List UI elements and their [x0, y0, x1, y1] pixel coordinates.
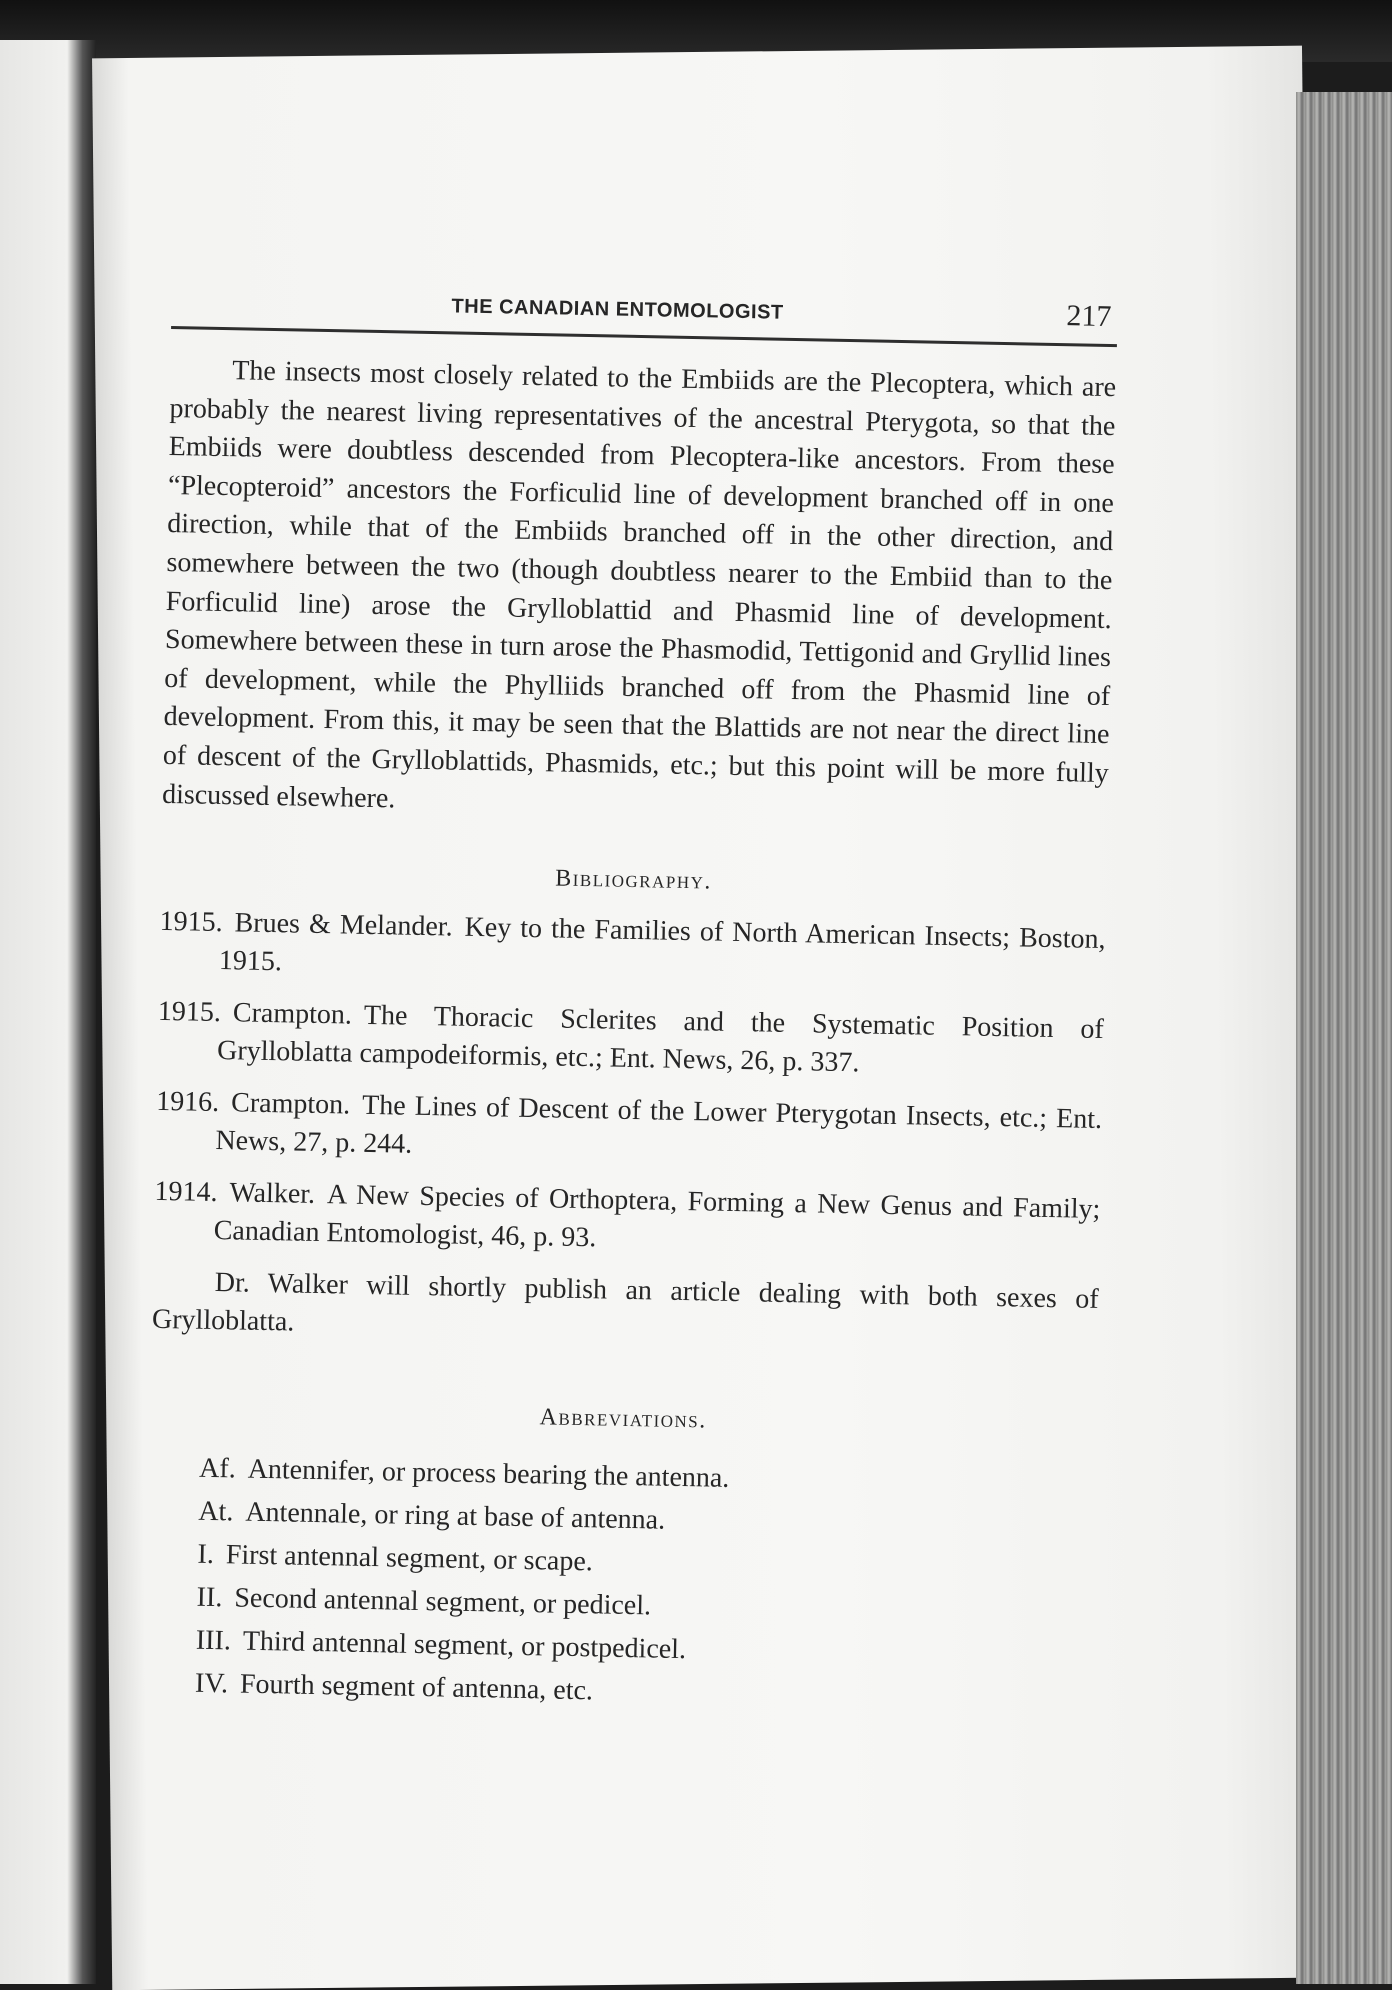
page-number: 217: [1066, 299, 1112, 334]
abbreviation-meaning: Antennifer, or process bearing the antenna.: [247, 1453, 730, 1495]
abbreviation-meaning: Antennale, or ring at base of antenna.: [245, 1496, 666, 1536]
entry-author: Crampton.: [232, 997, 353, 1031]
entry-text: Key to the Families of North American Insects; Boston, 1915.: [218, 911, 1106, 978]
entry-year: 1916.: [155, 1085, 220, 1119]
entry-text: The Thoracic Sclerites and the Systematic Position of Grylloblatta campodeiformis, etc.; Ent. News, 26, p. 337.: [216, 999, 1105, 1079]
entry-year: 1915.: [159, 906, 223, 939]
facing-page-edge: [0, 40, 96, 1984]
body-paragraph: The insects most closely related to the Embiids are the Plecoptera, which are probably the nearest living representatives of the ancestral Pterygota, so that the Embiids were doubtless descended from Plecoptera-like ancestors. From these “Plecopteroid” ancestors the Forficulid line of development branched off in one direction, while that of the Embiids branched off in the other direction, and somewhere between the two (though doubtless nearer to the Embiid than to the Forficulid line) arose the Grylloblattid and Phasmid line of development. Somewhere between these in turn arose the Phasmodid, Tettigonid and Gryllid lines of development, while the Phylliids branched off from the Phasmid line of development. From this, it may be seen that the Blattids are not near the direct line of descent of the Grylloblattids, Phasmids, etc.; but this point will be more fully discussed elsewhere.: [161, 355, 1117, 814]
bibliography-heading: Bibliography.: [554, 865, 713, 895]
bibliography-entry: [153, 1173, 1100, 1267]
abbreviations-heading: Abbreviations.: [539, 1404, 708, 1434]
bibliography-entry: [155, 1083, 1102, 1177]
bibliography-entry: [159, 903, 1106, 997]
abbreviation-code: Af.: [198, 1452, 237, 1485]
bibliography-entry: [157, 993, 1104, 1087]
running-title: THE CANADIAN ENTOMOLOGIST: [451, 295, 784, 324]
entry-text: The Lines of Descent of the Lower Pterygotan Insects, etc.; Ent. News, 27, p. 244.: [215, 1089, 1103, 1160]
entry-author: Brues & Melander.: [234, 907, 453, 943]
abbreviation-meaning: Fourth segment of antenna, etc.: [239, 1668, 594, 1707]
abbreviation-meaning: First antennal segment, or scape.: [225, 1539, 594, 1578]
abbreviation-code: IV.: [194, 1667, 229, 1700]
abbreviation-code: I.: [197, 1538, 215, 1571]
entry-year: 1915.: [157, 995, 222, 1029]
abbreviation-meaning: Second antennal segment, or pedicel.: [234, 1582, 652, 1622]
entry-author: Crampton.: [230, 1087, 351, 1121]
abbreviation-meaning: Third antennal segment, or postpedicel.: [242, 1625, 687, 1666]
page-stack-edges: [1296, 92, 1392, 1984]
page-content: [145, 280, 1118, 1722]
entry-text: A New Species of Orthoptera, Forming a New Genus and Family; Canadian Entomologist, 46, p. 93.: [213, 1179, 1101, 1254]
bibliography-note: Dr. Walker will shortly publish an article dealing with both sexes of Grylloblatta.: [151, 1267, 1099, 1338]
abbreviation-code: III.: [195, 1624, 232, 1657]
entry-author: Walker.: [229, 1177, 316, 1211]
abbreviation-code: II.: [196, 1581, 223, 1614]
abbreviation-code: At.: [198, 1495, 234, 1528]
abbreviations-list: [145, 1446, 1096, 1722]
entry-year: 1914.: [154, 1175, 218, 1209]
